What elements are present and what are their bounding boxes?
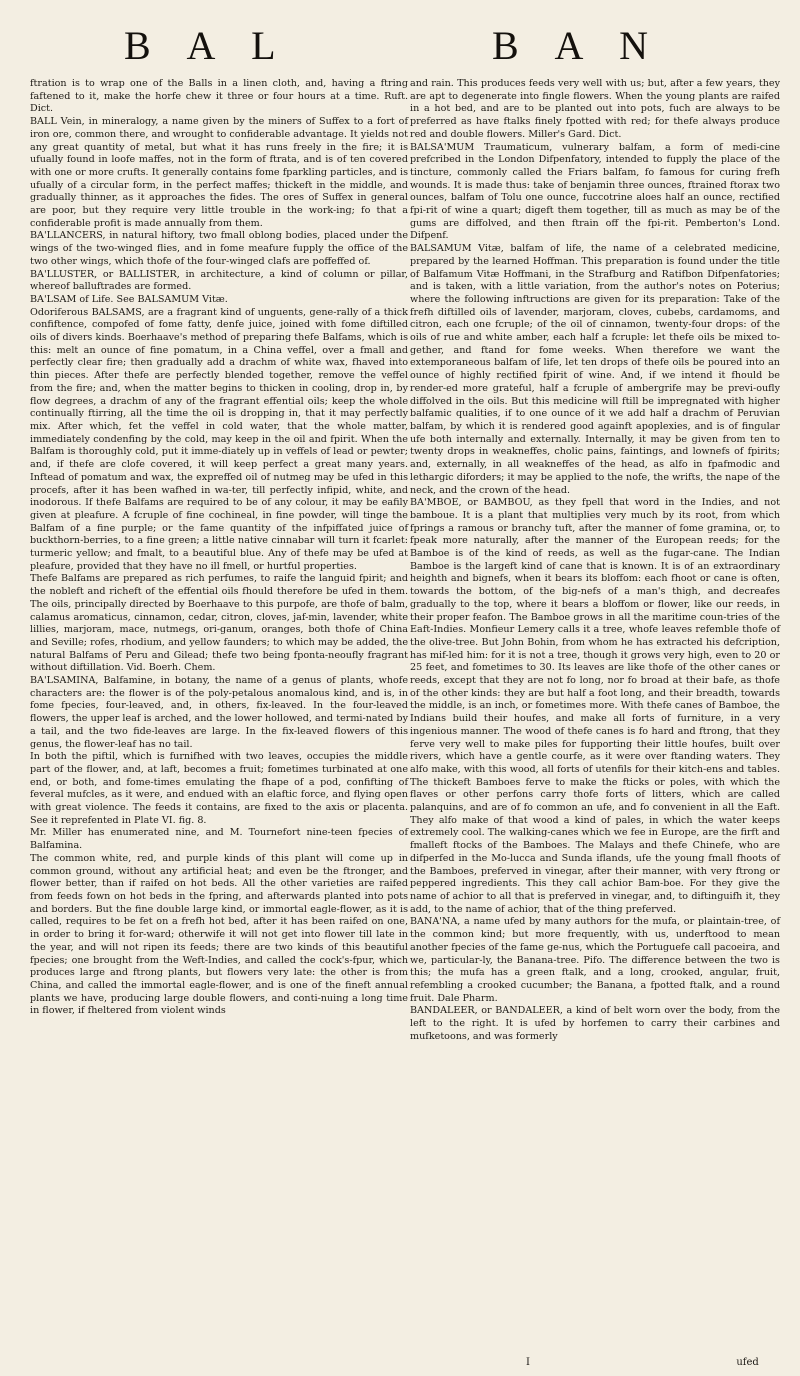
entry-paragraph: The common white, red, and purple kinds of this plant will come up in common ground, without any artificial heat; and even be the ftronger, and flower better, than if raifed on hot beds. All the other varieties are raifed from feeds fown on hot beds in the fpring, and afterwards planted into pots and borders. But the fine double large kind, or immortal eagle-flower, as it is called, requires to be fet on a frefh hot bed, after it has been raifed on one, in order to bring it for-ward; otherwife it will not get into flower till late in the year, and will not ripen its feeds; there are two kinds of this beautiful fpecies; one brought from the Weft-Indies, and called the cock's-fpur, which produces large and ftrong plants, but flowers very late: the other is from China, and called the immortal eagle-flower, and is one of the fineft annual plants we have, producing large double flowers, and conti-nuing a long time in flower, if fheltered from violent winds bbox=[30, 852, 408, 1017]
entry-banana: BANA'NA, a name ufed by many authors for the mufa, or plaintain-tree, of the common kind; but more frequently, with us, underftood to mean another fpecies of the fame ge-nus, which the Portuguefe call pacoeira, and we, particular-ly, the Banana-tree. Pifo. The difference between the two is this; the mufa has a green ftalk, and a long, crooked, angular, fruit, refembling a crooked cucumber; the Banana, a fpotted ftalk, and a round fruit. Dale Pharm. bbox=[410, 916, 780, 1004]
entry-paragraph: and rain. This produces feeds very well with us; but, after a few years, they are apt to degenerate into fingle flowers. When the young plants are raifed in a hot bed, and are to be planted out into pots, fuch are always to be preferred as have ftalks finely fpotted with red; for thefe always produce red and double flowers. Miller's Gard. Dict. bbox=[410, 78, 780, 140]
entry-balsamum-vitae: BALSAMUM Vitæ, balfam of life, the name of a celebrated medicine, prepared by the learned Hoffman. This preparation is found under the title of Balfamum Vitæ Hoffmani, in the Strafburg and Ratifbon Difpenfatories; and is taken, with a little variation, from the author's notes on Poterius; where the following inftructions are given for its preparation: Take of the frefh diftilled oils of lavender, marjoram, cloves, cubebs, cardamoms, and citron, each one fcruple; of the oil of cinnamon, twenty-four drops: of the oils of rue and white amber, each half a fcruple: let thefe oils be mixed to-gether, and ftand for fome weeks. When therefore we want the extemporaneous balfam of life, let ten drops of thefe oils be poured into an ounce of highly rectified fpirit of wine. And, if we intend it fhould be render-ed more grateful, half a fcruple of ambergrife may be previ-oufly diffolved in the oils. But this medicine will ftill be impregnated with higher balfamic qualities, if to one ounce of it we add half a drachm of Peruvian balfam, by which it is rendered good againft apoplexies, and is of fingular ufe both internally and externally. Internally, it may be given from ten to twenty drops in weakneffes, cholic pains, faintings, and lownefs of fpirits; and, externally, in all weakneffes of the head, as alfo in fpafmodic and lethargic diforders; it may be applied to the nofe, the wrifts, the nape of the neck, and the crown of the head. bbox=[410, 243, 780, 496]
right-column bbox=[410, 78, 780, 1043]
entry-paragraph: In both the piftil, which is furnifhed with two leaves, occupies the middle part of the flower, and, at laft, becomes a fruit; fometimes turbinated at one end, or both, and fome-times emulating the fhape of a pod, confifting of feveral mufcles, as it were, and endued with an elaftic force, and flying open with great violence. The feeds it contains, are fixed to the axis or placenta. See it reprefented in Plate VI. fig. 8. bbox=[30, 751, 408, 826]
page-footer bbox=[526, 1357, 759, 1368]
entry-balsamina: BA'LSAMINA, Balfamine, in botany, the name of a genus of plants, whofe characters are: the flower is of the poly-petalous anomalous kind, and is, in fome fpecies, four-leaved, and, in others, fix-leaved. In the four-leaved flowers, the upper leaf is arched, and the lower hollowed, and termi-nated by a tail, and the two fide-leaves are large. In the fix-leaved flowers of this genus, the flower-leaf has no tail. bbox=[30, 675, 408, 750]
entry-balluster: BA'LLUSTER, or BALLISTER, in architecture, a kind of column or pillar, whereof balluftrades are formed. bbox=[30, 268, 408, 293]
running-head-left: B A L bbox=[124, 23, 290, 68]
entry-ball-vein: BALL Vein, in mineralogy, a name given by the miners of Suffex to a fort of iron ore, common there, and wrought to confiderable advantage. It yields not any great quantity of metal, but what it has runs freely in the fire; it is ufually found in loofe maffes, not in the form of ftrata, and is of ten covered with one or more crufts. It generally contains fome fparkling particles, and is ufually of a circular form, in the perfect maffes; thickeft in the middle, and gradually thinner, as it approaches the fides. The ores of Suffex in general are poor, but they require very little trouble in the work-ing; fo that a confiderable profit is made annually from them. bbox=[30, 116, 408, 229]
signature-mark: I bbox=[526, 1357, 530, 1368]
catchword: ufed bbox=[736, 1357, 759, 1368]
entry-balsam-of-life: BA'LSAM of Life. See BALSAMUM Vitæ. bbox=[30, 293, 228, 305]
entry-paragraph: Thefe Balfams are prepared as rich perfumes, to raife the languid fpirit; and the nobleft and richeft of the effential oils fhould therefore be ufed in them. The oils, principally directed by Boerhaave to this purpofe, are thofe of balm, calamus aromaticus, cinnamon, cedar, citron, cloves, jaf-min, lavender, white lillies, marjoram, mace, nutmegs, ori-ganum, oranges, both thofe of China and Seville; rofes, rhodium, and yellow faunders; to which may be added, the natural Balfams of Peru and Gilead; thefe two being fponta-neoufly fragrant without diftillation. Vid. Boerh. Chem. bbox=[30, 573, 408, 674]
entry-paragraph: Mr. Miller has enumerated nine, and M. Tournefort nine-teen fpecies of Balfamina. bbox=[30, 827, 408, 852]
running-head-right: B A N bbox=[492, 23, 663, 68]
entry-bandaleer: BANDALEER, or BANDALEER, a kind of belt worn over the body, from the left to the right. It is ufed by horfemen to carry their carbines and mufketoons, and was formerly bbox=[410, 1005, 780, 1042]
entry-odoriferous-balsams: Odoriferous BALSAMS, are a fragrant kind of unguents, gene-rally of a thick confiftence, compofed of fome fatty, denfe juice, joined with fome diftilled oils of divers kinds. Boerhaave's method of preparing thefe Balfams, which is this: melt an ounce of fine pomatum, in a China veffel, over a fmall and perfectly clear fire; then gradually add a drachm of white wax, fhaved into thin pieces. After thefe are perfectly blended together, remove the veffel from the fire; and, when the matter begins to thicken in cooling, drop in, by flow degrees, a drachm of any of the fragrant effential oils; keep the whole continually ftirring, all the time the oil is dropping in, that it may perfectly mix. After which, fet the veffel in cold water, that the whole matter, immediately condenfing by the cold, may keep in the oil and fpirit. When the Balfam is thoroughly cold, put it imme-diately up in veffels of lead or pewter; and, if thefe are clofe covered, it will keep perfect a great many years. Inftead of pomatum and wax, the expreffed oil of nutmeg may be ufed in this procefs, after it has been wafhed in wa-ter, till perfectly infipid, white, and inodorous. If thefe Balfams are required to be of any colour, it may be eafily given at pleafure. A fcruple of fine cochineal, in fine powder, will tinge the Balfam of a fine purple; or the fame quantity of the infpiffated juice of buckthorn-berries, to a fine green; a little native cinnabar will turn it fcarlet: turmeric yellow; and fmalt, to a beautiful blue. Any of thefe may be ufed at pleafure, provided that they have no ill fmell, or hurtful properties. bbox=[30, 306, 408, 572]
entry-bamboe: BA'MBOE, or BAMBOU, as they fpell that word in the Indies, and not bamboue. It is a plant that multiplies very much by its root, from which fprings a ramous or branchy tuft, after the manner of fome gramina, or, to fpeak more naturally, after the manner of the European reeds; for the Bamboe is of the kind of reeds, as well as the fugar-cane. The Indian Bamboe is the largeft kind of cane that is known. It is of an extraordinary heighth and bignefs, when it bears its bloffom: each fhoot or cane is often, towards the bottom, of the big-nefs of a man's thigh, and decreafes gradually to the top, where it bears a bloffom or flower, like our reeds, in their proper feafon. The Bamboe grows in all the maritime coun-tries of the Eaft-Indies. Monfieur Lemery calls it a tree, whofe leaves refemble thofe of the olive-tree. But John Bohin, from whom he has extracted his defcription, has mif-led him: for it is not a tree, though it grows very high, even to 20 or 25 feet, and fometimes to 30. Its leaves are like thofe of the other canes or reeds, except that they are not fo long, nor fo broad at their bafe, as thofe of the other kinds: they are but half a foot long, and their breadth, towards the middle, is an inch, or fometimes more. With thefe canes of Bamboe, the Indians build their houfes, and make all forts of furniture, in a very ingenious manner. The wood of thefe canes is fo hard and ftrong, that they ferve very well to make piles for fupporting their little houfes, built over rivers, which have a gentle courfe, as it were over ftanding waters. They alfo make, with this wood, all forts of utenfils for their kitch-ens and tables. The thickeft Bamboes ferve to make the fticks or poles, with which the flaves or other perfons carry thofe forts of litters, which are called palanquins, and are of fo common an ufe, and fo convenient in all the Eaft. They alfo make of that wood a kind of pales, in which the water keeps extremely cool. The walking-canes which we fee in Europe, are the firft and fmalleft ftocks of the Bamboes. The Malays and thefe Chinefe, who are difperfed in the Mo-lucca and Sunda iflands, ufe the young fmall fhoots of the Bamboes, preferved in vinegar, after their manner, with very ftrong or peppered ingredients. This they call achior Bam-boe. For they give the name of achior to all that is preferved in vinegar, and, to diftinguifh it, they add, to the name of achior, that of the thing preferved. bbox=[410, 497, 780, 915]
entry-balsamum-traumaticum: BALSA'MUM Traumaticum, vulnerary balfam, a form of medi-cine prefcribed in the London Difpenfatory, intended to fupply the place of the tincture, commonly called the Friars balfam, fo famous for curing frefh wounds. It is made thus: take of benjamin three ounces, ftrained ftorax two ounces, balfam of Tolu one ounce, fuccotrine aloes half an ounce, rectified fpi-rit of wine a quart; digeft them together, till as much as may be of the gums are diffolved, and then ftrain off the fpi-rit. Pemberton's Lond. Difpenf. bbox=[410, 141, 780, 242]
entry-ballancers: BA'LLANCERS, in natural hiftory, two fmall oblong bodies, placed under the wings of the two-winged flies, and in fome meafure fupply the office of the two other wings, which thofe of the four-winged clafs are poffeffed of. bbox=[30, 230, 408, 267]
left-column bbox=[30, 78, 408, 1018]
entry-paragraph: ftration is to wrap one of the Balls in a linen cloth, and, having a ftring faftened to it, make the horfe chew it three or four hours at a time. Ruft. Dict. bbox=[30, 78, 408, 115]
